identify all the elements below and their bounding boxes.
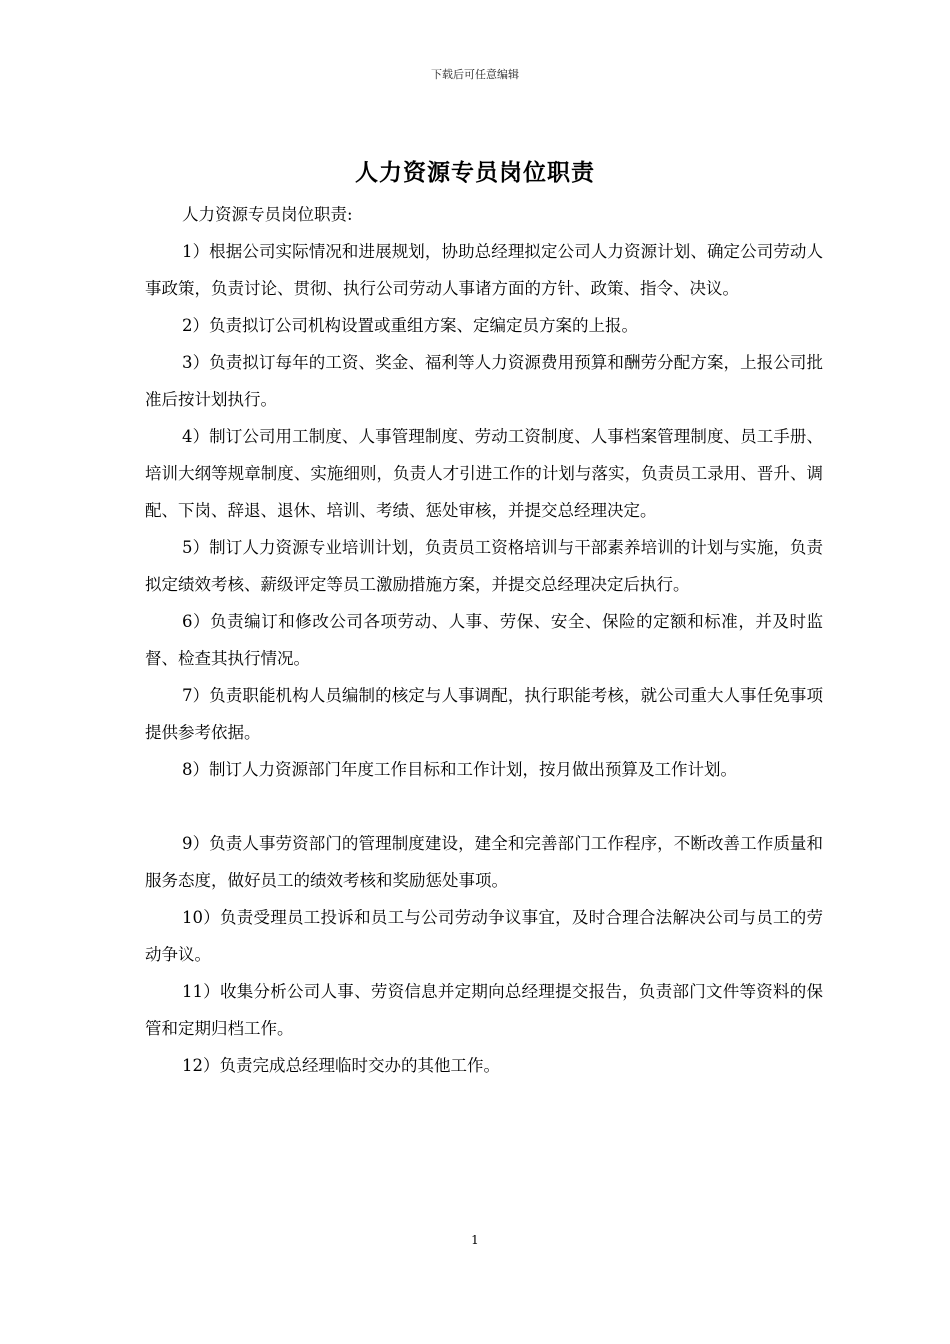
duty-item-10: 10）负责受理员工投诉和员工与公司劳动争议事宜，及时合理合法解决公司与员工的劳动争议。 — [145, 908, 823, 964]
intro-paragraph: 人力资源专员岗位职责: — [182, 205, 353, 224]
duty-item-3: 3）负责拟订每年的工资、奖金、福利等人力资源费用预算和酬劳分配方案，上报公司批准后按计划执行。 — [145, 353, 823, 409]
page-header: 下载后可任意编辑 — [431, 68, 519, 81]
duty-item-2: 2）负责拟订公司机构设置或重组方案、定编定员方案的上报。 — [182, 316, 638, 335]
document-body — [145, 196, 823, 1084]
duty-item-6: 6）负责编订和修改公司各项劳动、人事、劳保、安全、保险的定额和标准，并及时监督、检查其执行情况。 — [145, 612, 823, 668]
duty-item-9: 9）负责人事劳资部门的管理制度建设，建全和完善部门工作程序，不断改善工作质量和服务态度，做好员工的绩效考核和奖励惩处事项。 — [145, 834, 823, 890]
document-title: 人力资源专员岗位职责 — [355, 159, 595, 186]
duty-item-1: 1）根据公司实际情况和进展规划，协助总经理拟定公司人力资源计划、确定公司劳动人事政策，负责讨论、贯彻、执行公司劳动人事诸方面的方针、政策、指令、决议。 — [145, 242, 823, 298]
duty-item-8: 8）制订人力资源部门年度工作目标和工作计划，按月做出预算及工作计划。 — [182, 760, 737, 779]
duty-item-12: 12）负责完成总经理临时交办的其他工作。 — [182, 1056, 500, 1075]
duty-item-11: 11）收集分析公司人事、劳资信息并定期向总经理提交报告，负责部门文件等资料的保管和定期归档工作。 — [145, 982, 823, 1038]
page-number: 1 — [471, 1233, 479, 1247]
duty-item-7: 7）负责职能机构人员编制的核定与人事调配，执行职能考核，就公司重大人事任免事项提供参考依据。 — [145, 686, 823, 742]
duty-item-5: 5）制订人力资源专业培训计划，负责员工资格培训与干部素养培训的计划与实施，负责拟定绩效考核、薪级评定等员工激励措施方案，并提交总经理决定后执行。 — [145, 538, 823, 594]
duty-item-4: 4）制订公司用工制度、人事管理制度、劳动工资制度、人事档案管理制度、员工手册、培训大纲等规章制度、实施细则，负责人才引进工作的计划与落实，负责员工录用、晋升、调配、下岗、辞退、退休、培训、考绩、惩处审核，并提交总经理决定。 — [145, 427, 823, 520]
